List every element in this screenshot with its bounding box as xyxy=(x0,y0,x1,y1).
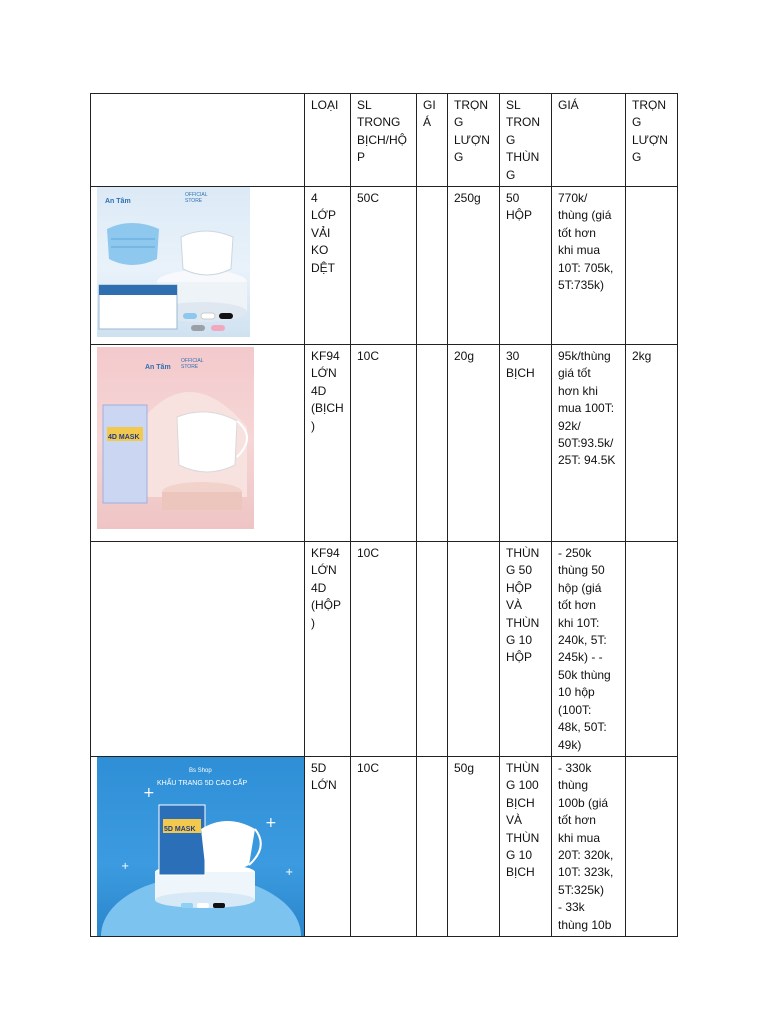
weight-cell: 50g xyxy=(448,756,500,936)
table-row xyxy=(91,345,678,542)
carton-weight-cell xyxy=(626,187,678,345)
product-price-table xyxy=(90,93,678,937)
type-cell: KF94 LỚN 4D (HỘP ) xyxy=(305,542,351,757)
weight-cell: 20g xyxy=(448,345,500,542)
header-cell-type: LOẠI xyxy=(305,94,351,187)
svg-text:+: + xyxy=(143,784,155,801)
product-image-kf94-bag xyxy=(97,347,254,529)
svg-text:+: + xyxy=(285,866,294,878)
box-label: 4D MASK xyxy=(108,434,140,442)
carton-price-cell: - 330k thùng 100b (giá tốt hơn khi mua 20T: 320k, 10T: 323k, 5T:325k) - 33k thùng 10b xyxy=(552,756,626,936)
carton-price-cell: 770k/ thùng (giá tốt hơn khi mua 10T: 705k, 5T:735k) xyxy=(552,187,626,345)
store-label: OFFICIAL STORE xyxy=(185,192,208,205)
type-cell: 5D LỚN xyxy=(305,756,351,936)
brand-logo: An Tâm xyxy=(145,364,171,372)
carton-qty-cell: 30 BỊCH xyxy=(500,345,552,542)
box-label: 5D MASK xyxy=(164,825,196,833)
qty-cell: 10C xyxy=(351,542,417,757)
shop-label: Bs Shop xyxy=(189,767,212,774)
carton-weight-cell: 2kg xyxy=(626,345,678,542)
table-header-row xyxy=(91,94,678,187)
carton-weight-cell xyxy=(626,542,678,757)
carton-qty-cell: THÙN G 50 HỘP VÀ THÙN G 10 HỘP xyxy=(500,542,552,757)
carton-qty-cell: THÙN G 100 BỊCH VÀ THÙN G 10 BỊCH xyxy=(500,756,552,936)
carton-price-cell: 95k/thùng giá tốt hơn khi mua 100T: 92k/ 50T:93.5k/ 25T: 94.5K xyxy=(552,345,626,542)
header-cell-carton-price: GIÁ xyxy=(552,94,626,187)
carton-price-cell: - 250k thùng 50 hộp (giá tốt hơn khi 10T: 240k, 5T: 245k) - - 50k thùng 10 hộp (100T: 48k, 50T: 49k) xyxy=(552,542,626,757)
product-image-cell xyxy=(91,756,305,936)
price-cell xyxy=(417,187,448,345)
product-image-cell xyxy=(91,542,305,757)
weight-cell xyxy=(448,542,500,757)
type-cell: KF94 LỚN 4D (BỊCH ) xyxy=(305,345,351,542)
table-row xyxy=(91,756,678,936)
header-cell-image xyxy=(91,94,305,187)
header-cell-qty-per-carton: SL TRON G THÙN G xyxy=(500,94,552,187)
price-cell xyxy=(417,756,448,936)
header-cell-qty-per-pack: SL TRONG BỊCH/HỘ P xyxy=(351,94,417,187)
svg-text:+: + xyxy=(121,860,130,872)
carton-qty-cell: 50 HỘP xyxy=(500,187,552,345)
product-image-cell xyxy=(91,187,305,345)
price-cell xyxy=(417,345,448,542)
store-label: OFFICIAL STORE xyxy=(181,358,204,371)
price-cell xyxy=(417,542,448,757)
brand-logo: An Tâm xyxy=(105,198,131,206)
product-image-cell xyxy=(91,345,305,542)
header-cell-weight: TRỌN G LƯỢN G xyxy=(448,94,500,187)
table-row xyxy=(91,542,678,757)
banner-headline: KHẨU TRANG 5D CAO CẤP xyxy=(157,779,248,787)
qty-cell: 50C xyxy=(351,187,417,345)
header-cell-price: GI Á xyxy=(417,94,448,187)
qty-cell: 10C xyxy=(351,345,417,542)
table-row xyxy=(91,187,678,345)
type-cell: 4 LỚP VẢI KO DỆT xyxy=(305,187,351,345)
carton-weight-cell xyxy=(626,756,678,936)
product-image-5d-mask xyxy=(97,757,304,936)
qty-cell: 10C xyxy=(351,756,417,936)
header-cell-carton-weight: TRỌN G LƯỢN G xyxy=(626,94,678,187)
product-image-3-layer-mask xyxy=(97,187,250,337)
weight-cell: 250g xyxy=(448,187,500,345)
svg-text:+: + xyxy=(265,814,277,831)
